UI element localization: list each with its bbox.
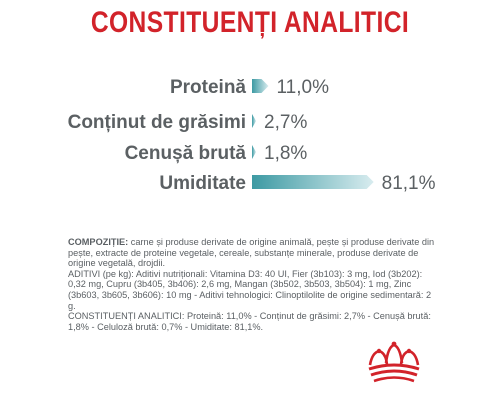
bar bbox=[252, 145, 256, 159]
category-label: Conținut de grăsimi bbox=[67, 112, 246, 133]
category-label: Proteină bbox=[169, 77, 246, 98]
bar bbox=[252, 175, 374, 189]
crown-icon bbox=[364, 341, 424, 386]
composition-text: carne și produse derivate de origine animală, pește și produse derivate din pește, extracte de proteine vegetale, cereale, substanțe minerale, produse derivate de origine vegetală, drojdii. bbox=[68, 237, 435, 269]
constituents-paragraph: CONSTITUENȚI ANALITICI: Proteină: 11,0% - Conținut de grăsimi: 2,7% - Cenușă brută: 1,8% - Celuloză brută: 0,7% - Umiditate: 81,1%. bbox=[68, 311, 431, 332]
crown-shape bbox=[371, 371, 417, 375]
crown-shape bbox=[392, 342, 397, 347]
category-label: Cenușă brută bbox=[124, 143, 246, 164]
crown-shape bbox=[386, 345, 402, 363]
crown-shape bbox=[374, 378, 414, 382]
bar bbox=[252, 114, 256, 128]
value-label: 81,1% bbox=[381, 173, 436, 194]
page-title: CONSTITUENȚI ANALITICI bbox=[90, 6, 410, 39]
value-label: 11,0% bbox=[276, 77, 329, 98]
composition-paragraph bbox=[68, 237, 438, 269]
value-label: 2,7% bbox=[264, 112, 308, 133]
crown-shape bbox=[407, 349, 411, 353]
value-label: 1,8% bbox=[264, 143, 308, 164]
additives-paragraph: ADITIVI (pe kg): Aditivi nutriționali: Vitamina D3: 40 UI, Fier (3b103): 3 mg, Iod (3b202): 0,32 mg, Cupru (3b405, 3b406): 2,6 mg, Mangan (3b502, 3b503, 3b504): 1 mg, Zinc (3b603, 3b605, 3b606): 10 mg - Aditivi tehnologici: Clinoptilolite de origine sedimentară: 2 g. bbox=[68, 268, 432, 311]
composition-label: COMPOZIȚIE: bbox=[68, 237, 129, 247]
bar bbox=[252, 79, 269, 93]
crown-shape bbox=[377, 349, 381, 353]
crown-shape bbox=[369, 365, 419, 369]
composition-block bbox=[68, 237, 438, 332]
category-label: Umiditate bbox=[159, 173, 246, 194]
